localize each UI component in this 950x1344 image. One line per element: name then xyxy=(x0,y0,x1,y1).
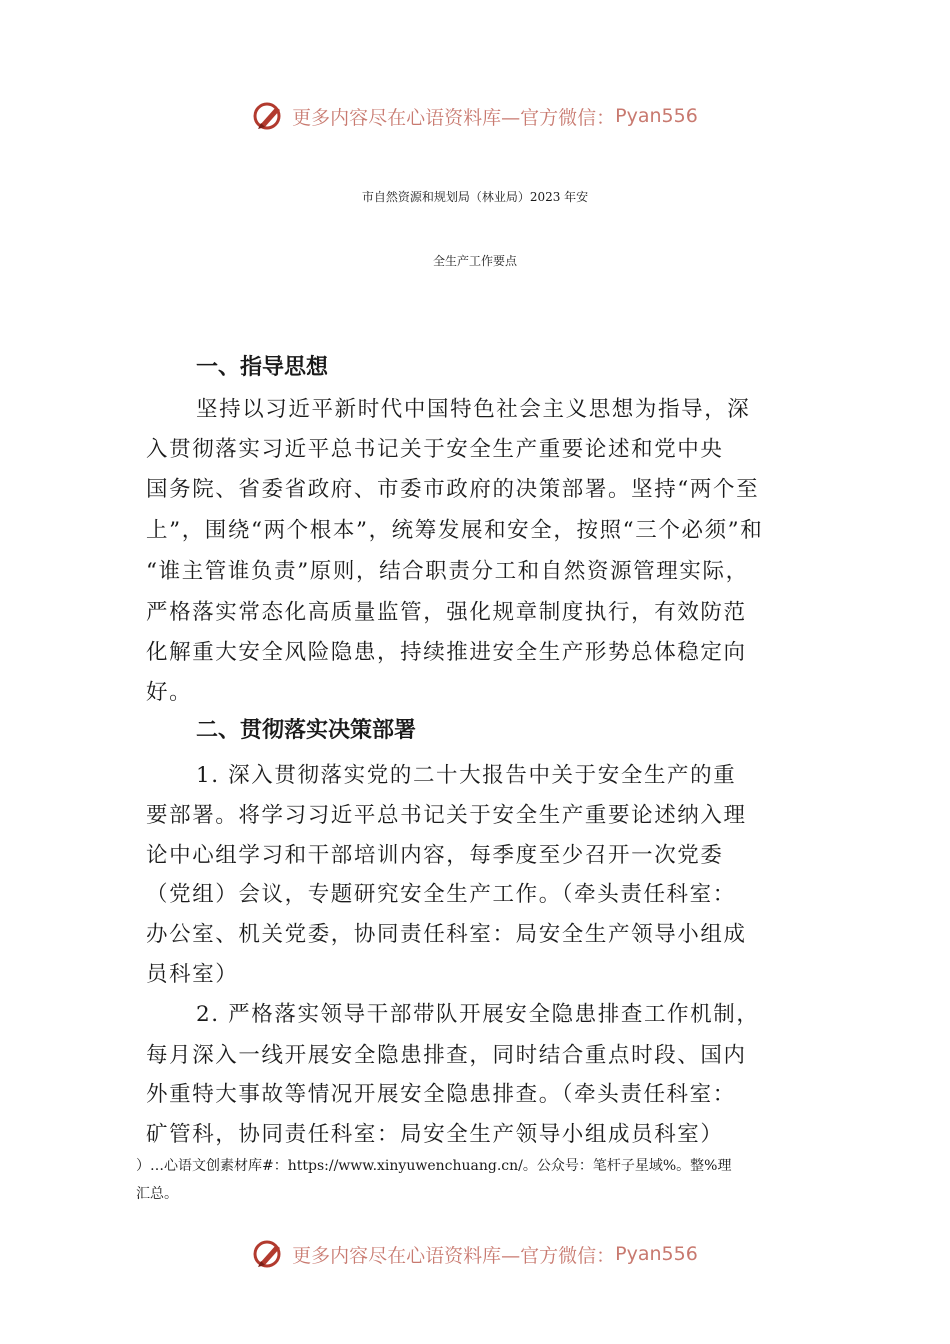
section-heading-implement-decisions: 二、贯彻落实决策部署 xyxy=(196,718,417,743)
pen-logo-icon xyxy=(252,99,286,133)
paragraph-line: 2. 严格落实领导干部带队开展安全隐患排查工作机制， xyxy=(196,1002,760,1027)
paragraph-line: （党组）会议，专题研究安全生产工作。（牵头责任科室： xyxy=(146,882,736,907)
watermark-wechat-id: Pyan556 xyxy=(615,1243,698,1265)
paragraph-line: 坚持以习近平新时代中国特色社会主义思想为指导，深 xyxy=(196,397,751,422)
watermark-wechat-id: Pyan556 xyxy=(615,105,698,127)
watermark-text: 更多内容尽在心语资料库—官方微信： xyxy=(292,1244,616,1267)
header-watermark xyxy=(0,96,950,136)
paragraph-line: 要部署。将学习习近平总书记关于安全生产重要论述纳入理 xyxy=(146,803,747,828)
pen-logo-icon xyxy=(252,1237,286,1271)
paragraph-line: 办公室、机关党委，协同责任科室：局安全生产领导小组成 xyxy=(146,922,747,947)
paragraph-line: 矿管科，协同责任科室：局安全生产领导小组成员科室） xyxy=(146,1122,724,1147)
paragraph-line: 每月深入一线开展安全隐患排查，同时结合重点时段、国内 xyxy=(146,1043,747,1068)
paragraph-line: 好。 xyxy=(146,680,193,705)
paragraph-line: 上”，围绕“两个根本”，统筹发展和安全，按照“三个必须”和 xyxy=(146,518,764,543)
paragraph-line: 严格落实常态化高质量监管，强化规章制度执行，有效防范 xyxy=(146,600,747,625)
section-heading-guiding-thought: 一、指导思想 xyxy=(196,355,329,380)
document-title-line-2: 全生产工作要点 xyxy=(432,254,517,268)
paragraph-line: 1. 深入贯彻落实党的二十大报告中关于安全生产的重 xyxy=(196,763,737,788)
footer-source-note: ）…心语文创素材库#：https://www.xinyuwenchuang.cn/。公众号：笔杆子星域%。整%理 xyxy=(136,1158,732,1174)
footer-source-note-end: 汇总。 xyxy=(136,1186,178,1202)
paragraph-line: 国务院、省委省政府、市委市政府的决策部署。坚持“两个至 xyxy=(146,477,760,502)
paragraph-line: 化解重大安全风险隐患，持续推进安全生产形势总体稳定向 xyxy=(146,640,747,665)
paragraph-line: 入贯彻落实习近平总书记关于安全生产重要论述和党中央 xyxy=(146,437,724,462)
document-title-line-1: 市自然资源和规划局（林业局）2023 年安 xyxy=(361,190,589,204)
watermark-text: 更多内容尽在心语资料库—官方微信： xyxy=(292,106,616,129)
paragraph-line: 论中心组学习和干部培训内容，每季度至少召开一次党委 xyxy=(146,843,724,868)
footer-watermark xyxy=(0,1234,950,1274)
paragraph-line: “谁主管谁负责”原则，结合职责分工和自然资源管理实际， xyxy=(146,559,749,584)
paragraph-line: 外重特大事故等情况开展安全隐患排查。（牵头责任科室： xyxy=(146,1082,736,1107)
paragraph-line: 员科室） xyxy=(146,962,239,987)
